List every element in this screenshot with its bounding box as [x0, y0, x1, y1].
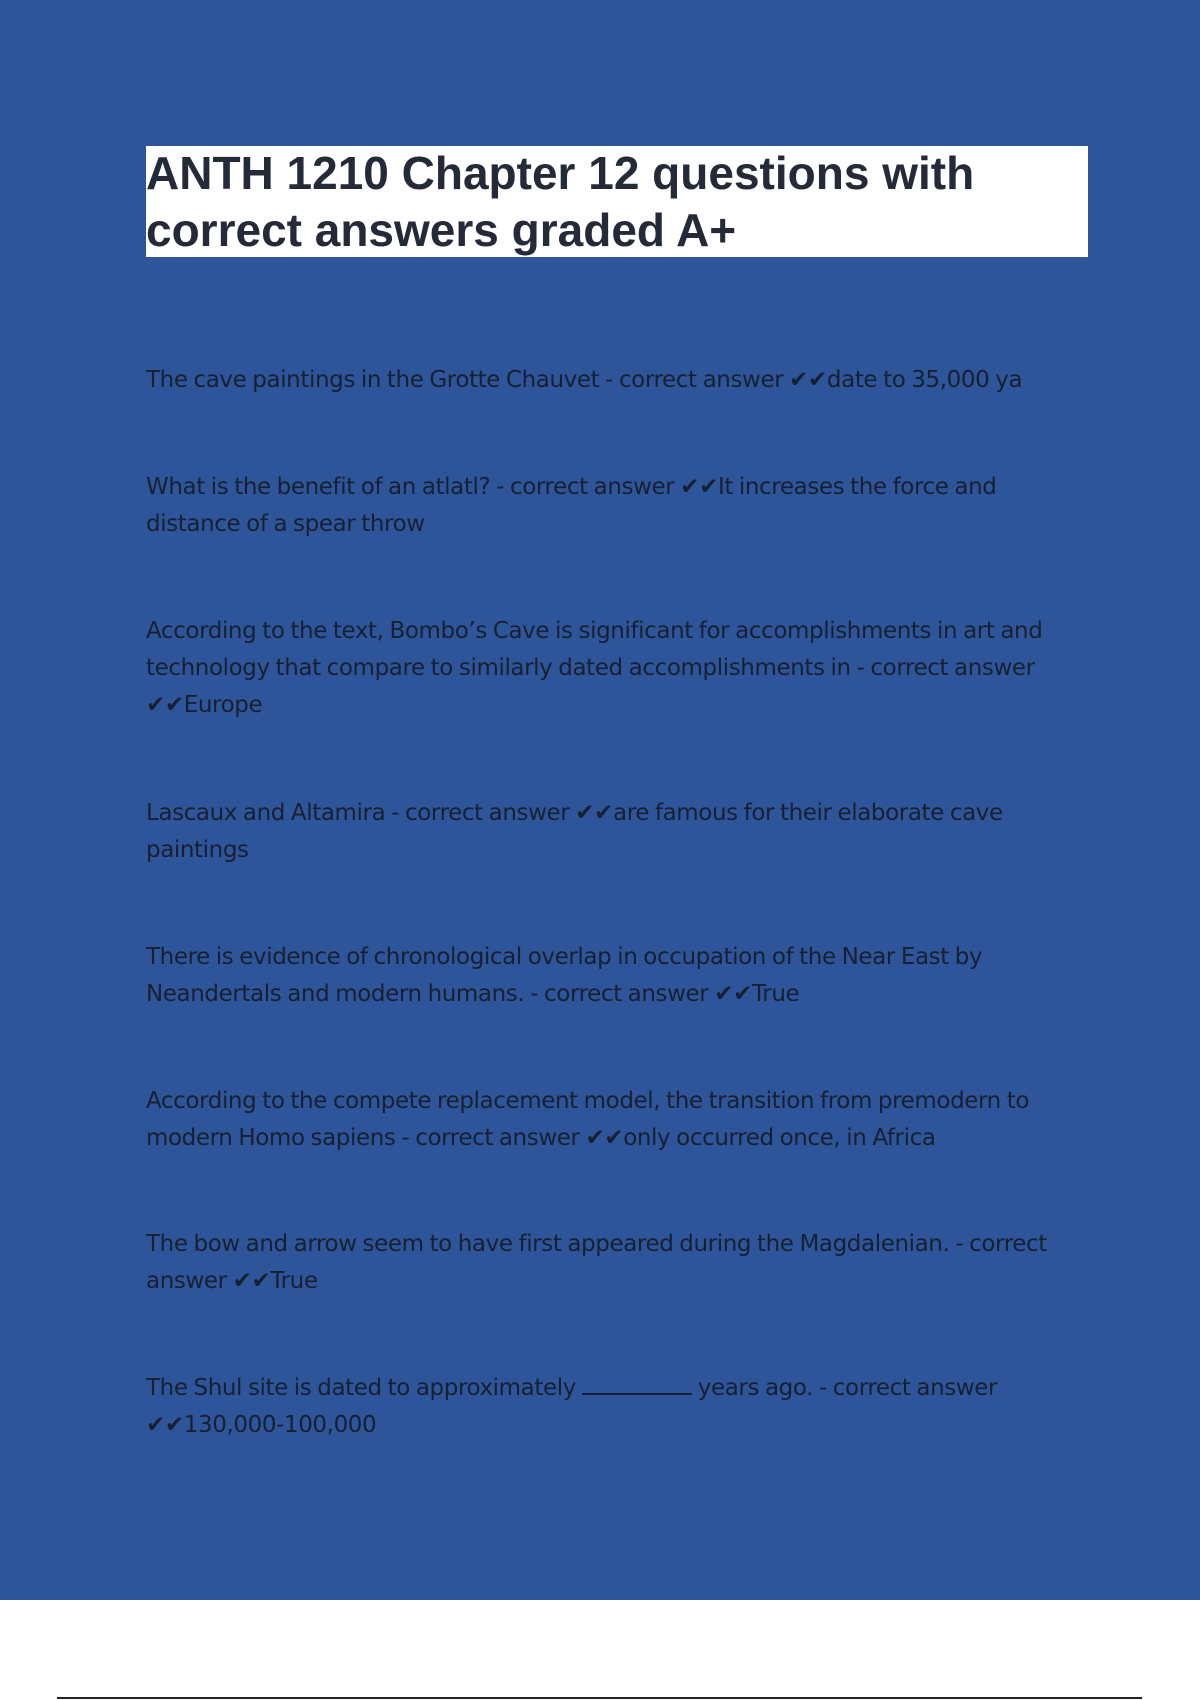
- fill-in-blank: [582, 1373, 692, 1395]
- qa-item: [146, 1370, 1086, 1444]
- title-box: [146, 146, 1088, 257]
- question-text-continued: years ago.: [697, 1375, 814, 1401]
- qa-item: [146, 1083, 1086, 1157]
- answer-text: are famous for their elaborate cave paintings: [146, 800, 1003, 863]
- checkmark-icon: ✔✔: [714, 981, 753, 1007]
- correct-answer-label: - correct answer: [490, 474, 681, 500]
- correct-answer-label: - correct answer: [524, 981, 715, 1007]
- answer-text: True: [270, 1268, 318, 1294]
- question-text: What is the benefit of an atlatl?: [146, 474, 491, 500]
- qa-item: [146, 795, 1086, 869]
- correct-answer-label: - correct answer: [385, 800, 576, 826]
- question-text: The Shul site is dated to approximately: [146, 1375, 576, 1401]
- correct-answer-label: - correct answer: [850, 655, 1035, 681]
- question-text: There is evidence of chronological overlap in occupation of the Near East by Neandertals and modern humans.: [146, 944, 983, 1007]
- checkmark-icon: ✔✔: [789, 367, 827, 393]
- checkmark-icon: ✔✔: [680, 474, 718, 500]
- document-title: ANTH 1210 Chapter 12 questions with correct answers graded A+: [146, 147, 975, 256]
- answer-text: True: [752, 981, 800, 1007]
- question-text: Lascaux and Altamira: [146, 800, 386, 826]
- checkmark-icon: ✔✔: [575, 800, 613, 826]
- qa-item: [146, 613, 1086, 724]
- correct-answer-label: - correct answer: [395, 1125, 586, 1151]
- qa-item: [146, 1226, 1086, 1300]
- qa-item: [146, 939, 1086, 1013]
- answer-text: It increases the force and distance of a spear throw: [146, 474, 997, 537]
- checkmark-icon: ✔✔: [585, 1125, 624, 1151]
- correct-answer-label: - correct answer: [146, 1231, 1047, 1294]
- correct-answer-label: - correct answer: [599, 367, 790, 393]
- question-text: According to the text, Bombo’s Cave is significant for accomplishments in art and technology that compare to similarly dated accomplishments in: [146, 618, 1043, 681]
- answer-text: 130,000-100,000: [183, 1412, 377, 1438]
- answer-text: date to 35,000 ya: [826, 367, 1023, 393]
- footer-divider: [57, 1697, 1142, 1699]
- qa-item: [146, 362, 1086, 399]
- question-text: According to the compete replacement model, the transition from premodern to modern Homo sapiens: [146, 1088, 1030, 1151]
- answer-text: Europe: [183, 692, 263, 718]
- checkmark-icon: ✔✔: [232, 1268, 271, 1294]
- question-text: The cave paintings in the Grotte Chauvet: [146, 367, 600, 393]
- checkmark-icon: ✔✔: [146, 1412, 184, 1438]
- question-text: The bow and arrow seem to have first appeared during the Magdalenian.: [146, 1231, 950, 1257]
- qa-item: [146, 469, 1086, 543]
- correct-answer-label: - correct answer: [813, 1375, 998, 1401]
- answer-text: only occurred once, in Africa: [623, 1125, 936, 1151]
- checkmark-icon: ✔✔: [146, 692, 184, 718]
